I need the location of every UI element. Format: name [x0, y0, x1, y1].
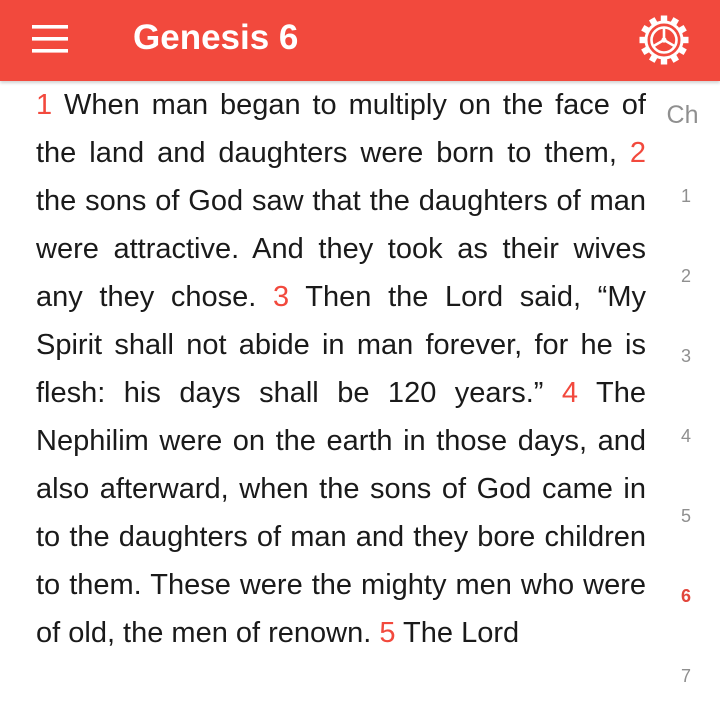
chapter-passage	[36, 81, 646, 657]
chapter-index-item[interactable]: 5	[680, 506, 691, 526]
verse-number[interactable]: 1	[36, 89, 53, 121]
chapter-index-item[interactable]: 7	[680, 666, 691, 686]
chapter-index-sidebar	[655, 81, 720, 712]
verse-text: The Lord	[395, 617, 520, 649]
page-title: Genesis 6	[133, 18, 299, 57]
chapter-index-item[interactable]: 1	[680, 186, 691, 206]
verse-text: When man began to multiply on the face of the land and daughters were born to them,	[36, 89, 646, 169]
settings-button[interactable]	[636, 12, 692, 68]
verse-number[interactable]: 2	[629, 137, 646, 169]
chapter-index-item[interactable]: 3	[680, 346, 691, 366]
chapter-index-item[interactable]: 4	[680, 426, 691, 446]
app-bar	[0, 0, 720, 81]
gear-icon	[636, 12, 692, 68]
verse-number[interactable]: 3	[273, 281, 290, 313]
verse-text: The Nephilim were on the earth in those days, and also afterward, when the sons of God came in to the daughters of man and they bore children to them. These were the mighty men who were of old, the men of renown.	[36, 377, 646, 649]
chapter-index-item-current[interactable]: 6	[680, 586, 691, 606]
verse-text: the sons of God saw that the daughters of man were attractive. And they took as their wives any they chose.	[36, 185, 646, 313]
chapter-text-area[interactable]	[36, 81, 646, 712]
verse-text: Then the Lord said, “My Spirit shall not abide in man forever, for he is flesh: his days shall be 120 years.”	[36, 281, 646, 409]
chapter-index-item[interactable]: 2	[680, 266, 691, 286]
chapter-index-heading: Ch	[666, 101, 699, 129]
menu-button[interactable]	[22, 15, 78, 63]
verse-number[interactable]: 5	[379, 617, 396, 649]
hamburger-menu-icon	[22, 15, 78, 63]
verse-number[interactable]: 4	[561, 377, 579, 409]
